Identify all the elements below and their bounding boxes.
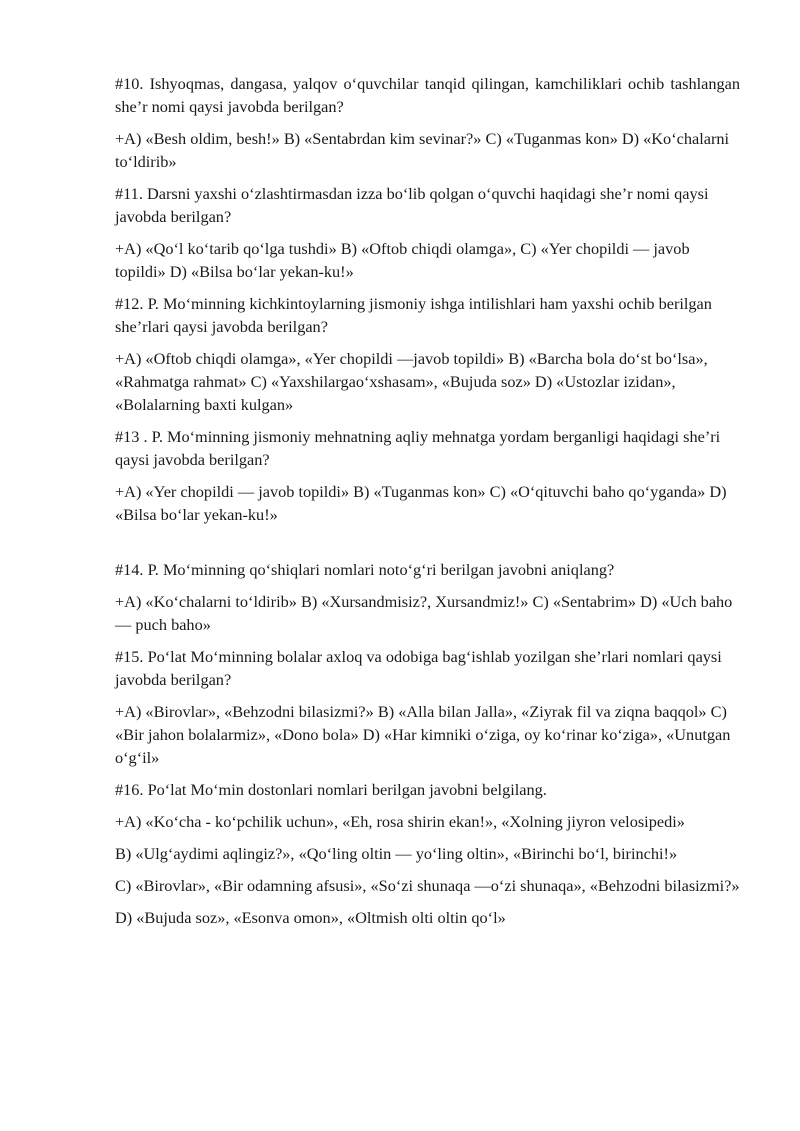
answer-16-d: D) «Bujuda soz», «Esonva omon», «Oltmish olti oltin qo‘l»: [115, 908, 506, 927]
answers-13: +A) «Yer chopildi — javob topildi» B) «Tuganmas kon» C) «O‘qituvchi baho qo‘yganda» D) «Bilsa bo‘lar yekan-ku!»: [115, 482, 727, 524]
answers-14: +A) «Ko‘chalarni to‘ldirib» B) «Xursandmisiz?, Xursandmiz!» C) «Sentabrim» D) «Uch baho — puch baho»: [115, 592, 733, 634]
document-page: [115, 72, 740, 938]
question-10: #10. Ishyoqmas, dangasa, yalqov o‘quvchilar tanqid qilingan, kamchiliklari ochib tashlangan she’r nomi qaysi javobda berilgan?: [115, 74, 740, 116]
question-11: #11. Darsni yaxshi o‘zlashtirmasdan izza bo‘lib qolgan o‘quvchi haqidagi she’r nomi qaysi javobda berilgan?: [115, 184, 709, 226]
blank-line: [115, 535, 740, 558]
answers-10: +A) «Besh oldim, besh!» B) «Sentabrdan kim sevinar?» C) «Tuganmas kon» D) «Ko‘chalarni to‘ldirib»: [115, 129, 730, 171]
answer-16-a: +A) «Ko‘cha - ko‘pchilik uchun», «Eh, rosa shirin ekan!», «Xolning jiyron velosipedi»: [115, 812, 685, 831]
answers-11: +A) «Qo‘l ko‘tarib qo‘lga tushdi» B) «Oftob chiqdi olamga», C) «Yer chopildi — javob topildi» D) «Bilsa bo‘lar yekan-ku!»: [115, 239, 690, 281]
question-16: #16. Po‘lat Mo‘min dostonlari nomlari berilgan javobni belgilang.: [115, 780, 547, 799]
answer-16-b: B) «Ulg‘aydimi aqlingiz?», «Qo‘ling oltin — yo‘ling oltin», «Birinchi bo‘l, birinchi!»: [115, 844, 678, 863]
answer-16-c: C) «Birovlar», «Bir odamning afsusi», «So‘zi shunaqa —o‘zi shunaqa», «Behzodni bilasizmi?»: [115, 876, 740, 895]
question-14: #14. P. Mo‘minning qo‘shiqlari nomlari noto‘g‘ri berilgan javobni aniqlang?: [115, 560, 615, 579]
question-13: #13 . P. Mo‘minning jismoniy mehnatning aqliy mehnatga yordam berganligi haqidagi she’ri qaysi javobda berilgan?: [115, 427, 721, 469]
question-15: #15. Po‘lat Mo‘minning bolalar axloq va odobiga bag‘ishlab yozilgan she’rlari nomlari qaysi javobda berilgan?: [115, 647, 722, 689]
answers-12: +A) «Oftob chiqdi olamga», «Yer chopildi —javob topildi» B) «Barcha bola do‘st bo‘lsa», «Rahmatga rahmat» C) «Yaxshilargao‘xshasam», «Bujuda soz» D) «Ustozlar izidan», «Bolalarning baxti kulgan»: [115, 349, 708, 414]
answers-15: +A) «Birovlar», «Behzodni bilasizmi?» B) «Alla bilan Jalla», «Ziyrak fil va ziqna baqqol» C) «Bir jahon bolalarmiz», «Dono bola» D) «Har kimniki o‘ziga, oy ko‘rinar ko‘ziga», «Unutgan o‘g‘il»: [115, 702, 731, 767]
question-12: #12. P. Mo‘minning kichkintoylarning jismoniy ishga intilishlari ham yaxshi ochib berilgan she’rlari qaysi javobda berilgan?: [115, 294, 712, 336]
